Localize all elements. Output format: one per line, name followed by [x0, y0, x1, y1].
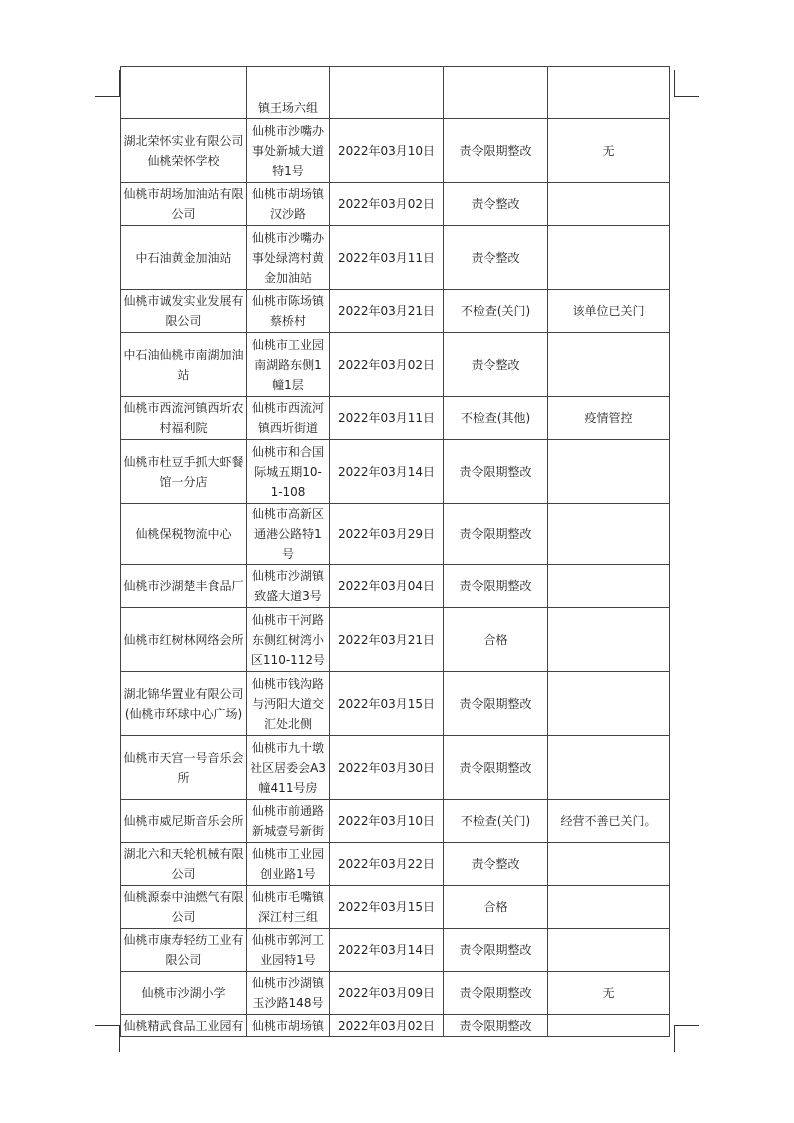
date-cell: 2022年03月29日	[330, 504, 444, 565]
note-cell	[548, 843, 670, 886]
address-cell: 仙桃市西流河镇西圻街道	[247, 397, 330, 440]
table-row	[121, 972, 670, 1015]
date-cell: 2022年03月10日	[330, 119, 444, 183]
result-cell: 责令限期整改	[444, 929, 548, 972]
date-cell: 2022年03月22日	[330, 843, 444, 886]
unit-cell: 仙桃市威尼斯音乐会所	[121, 800, 247, 843]
table-row	[121, 67, 670, 119]
address-cell: 仙桃市前通路新城壹号新街	[247, 800, 330, 843]
note-cell	[548, 1015, 670, 1037]
address-cell: 仙桃市沙湖镇玉沙路148号	[247, 972, 330, 1015]
address-cell: 仙桃市高新区通港公路特1号	[247, 504, 330, 565]
note-cell	[548, 672, 670, 736]
date-cell: 2022年03月02日	[330, 333, 444, 397]
note-cell	[548, 565, 670, 608]
result-cell: 不检查(关门)	[444, 290, 548, 333]
unit-cell: 仙桃市杜豆手抓大虾餐馆一分店	[121, 440, 247, 504]
table-row	[121, 397, 670, 440]
date-cell: 2022年03月02日	[330, 1015, 444, 1037]
unit-cell	[121, 67, 247, 119]
note-cell	[548, 736, 670, 800]
result-cell: 责令整改	[444, 183, 548, 226]
result-cell: 责令限期整改	[444, 565, 548, 608]
note-cell	[548, 440, 670, 504]
table-row	[121, 183, 670, 226]
address-cell: 仙桃市钱沟路与沔阳大道交汇处北侧	[247, 672, 330, 736]
crop-mark-top-right-v	[674, 70, 675, 97]
result-cell: 责令限期整改	[444, 504, 548, 565]
date-cell: 2022年03月11日	[330, 226, 444, 290]
result-cell: 责令限期整改	[444, 1015, 548, 1037]
unit-cell: 仙桃市康寿轻纺工业有限公司	[121, 929, 247, 972]
address-cell: 仙桃市工业园南湖路东侧1幢1层	[247, 333, 330, 397]
inspection-table-wrapper	[120, 66, 669, 1033]
table-row	[121, 119, 670, 183]
address-cell: 仙桃市九十墩社区居委会A3幢411号房	[247, 736, 330, 800]
unit-cell: 仙桃源泰中油燃气有限公司	[121, 886, 247, 929]
result-cell: 合格	[444, 608, 548, 672]
date-cell: 2022年03月15日	[330, 886, 444, 929]
address-cell: 仙桃市沙嘴办事处新城大道特1号	[247, 119, 330, 183]
result-cell: 责令限期整改	[444, 672, 548, 736]
table-row	[121, 672, 670, 736]
crop-mark-bottom-right-h	[674, 1025, 699, 1026]
crop-mark-bottom-left-h	[95, 1025, 120, 1026]
address-cell: 仙桃市沙嘴办事处绿湾村黄金加油站	[247, 226, 330, 290]
address-cell: 仙桃市沙湖镇致盛大道3号	[247, 565, 330, 608]
note-cell	[548, 886, 670, 929]
note-cell	[548, 226, 670, 290]
address-cell: 仙桃市和合国际城五期10-1-108	[247, 440, 330, 504]
crop-mark-top-left-h	[95, 96, 120, 97]
date-cell: 2022年03月15日	[330, 672, 444, 736]
result-cell: 责令限期整改	[444, 736, 548, 800]
date-cell: 2022年03月04日	[330, 565, 444, 608]
note-cell: 无	[548, 972, 670, 1015]
note-cell: 疫情管控	[548, 397, 670, 440]
address-cell: 仙桃市毛嘴镇深江村三组	[247, 886, 330, 929]
date-cell: 2022年03月14日	[330, 929, 444, 972]
unit-cell: 仙桃市沙湖小学	[121, 972, 247, 1015]
note-cell	[548, 67, 670, 119]
table-row	[121, 333, 670, 397]
address-cell: 仙桃市工业园创业路1号	[247, 843, 330, 886]
table-row	[121, 608, 670, 672]
table-row	[121, 800, 670, 843]
result-cell: 责令限期整改	[444, 440, 548, 504]
date-cell: 2022年03月10日	[330, 800, 444, 843]
result-cell: 不检查(其他)	[444, 397, 548, 440]
date-cell: 2022年03月11日	[330, 397, 444, 440]
result-cell: 责令整改	[444, 843, 548, 886]
note-cell	[548, 929, 670, 972]
table-row	[121, 565, 670, 608]
unit-cell: 中石油黄金加油站	[121, 226, 247, 290]
table-row	[121, 736, 670, 800]
unit-cell: 仙桃市西流河镇西圻农村福利院	[121, 397, 247, 440]
note-cell: 经营不善已关门。	[548, 800, 670, 843]
inspection-table	[120, 66, 670, 1037]
result-cell	[444, 67, 548, 119]
table-row	[121, 226, 670, 290]
date-cell: 2022年03月09日	[330, 972, 444, 1015]
result-cell: 不检查(关门)	[444, 800, 548, 843]
result-cell: 责令整改	[444, 226, 548, 290]
result-cell: 责令限期整改	[444, 972, 548, 1015]
result-cell: 合格	[444, 886, 548, 929]
unit-cell: 仙桃市红树林网络会所	[121, 608, 247, 672]
date-cell: 2022年03月02日	[330, 183, 444, 226]
unit-cell: 湖北荣怀实业有限公司仙桃荣怀学校	[121, 119, 247, 183]
unit-cell: 仙桃保税物流中心	[121, 504, 247, 565]
table-row	[121, 886, 670, 929]
note-cell	[548, 608, 670, 672]
address-cell: 仙桃市胡场镇汉沙路	[247, 183, 330, 226]
note-cell	[548, 183, 670, 226]
table-row	[121, 504, 670, 565]
note-cell	[548, 333, 670, 397]
table-row	[121, 290, 670, 333]
address-cell: 仙桃市干河路东侧红树湾小区110-112号	[247, 608, 330, 672]
address-cell: 仙桃市陈场镇蔡桥村	[247, 290, 330, 333]
date-cell: 2022年03月30日	[330, 736, 444, 800]
address-cell: 仙桃市胡场镇	[247, 1015, 330, 1037]
result-cell: 责令整改	[444, 333, 548, 397]
date-cell: 2022年03月14日	[330, 440, 444, 504]
date-cell: 2022年03月21日	[330, 290, 444, 333]
note-cell: 无	[548, 119, 670, 183]
crop-mark-top-right-h	[674, 96, 699, 97]
unit-cell: 中石油仙桃市南湖加油站	[121, 333, 247, 397]
date-cell: 2022年03月21日	[330, 608, 444, 672]
unit-cell: 仙桃市诚发实业发展有限公司	[121, 290, 247, 333]
table-row	[121, 929, 670, 972]
address-cell: 仙桃市郭河工业园特1号	[247, 929, 330, 972]
date-cell	[330, 67, 444, 119]
crop-mark-bottom-right-v	[674, 1025, 675, 1052]
address-cell: 镇王场六组	[247, 67, 330, 119]
table-row	[121, 1015, 670, 1037]
result-cell: 责令限期整改	[444, 119, 548, 183]
unit-cell: 湖北锦华置业有限公司(仙桃市环球中心广场)	[121, 672, 247, 736]
unit-cell: 湖北六和天轮机械有限公司	[121, 843, 247, 886]
unit-cell: 仙桃市沙湖楚丰食品厂	[121, 565, 247, 608]
note-cell	[548, 504, 670, 565]
table-row	[121, 440, 670, 504]
unit-cell: 仙桃市天宫一号音乐会所	[121, 736, 247, 800]
note-cell: 该单位已关门	[548, 290, 670, 333]
unit-cell: 仙桃精武食品工业园有	[121, 1015, 247, 1037]
table-row	[121, 843, 670, 886]
unit-cell: 仙桃市胡场加油站有限公司	[121, 183, 247, 226]
